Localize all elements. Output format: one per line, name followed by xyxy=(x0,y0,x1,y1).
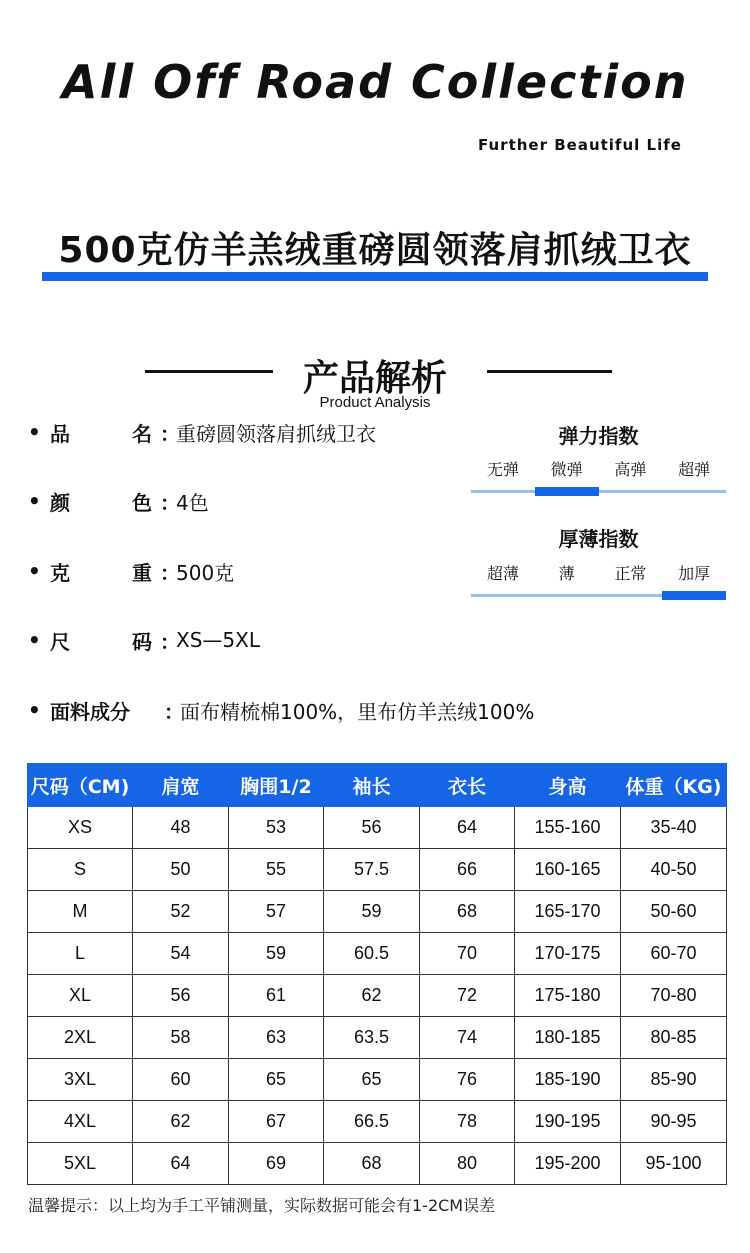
spec-key-char: 尺 xyxy=(50,629,70,654)
elasticity-levels xyxy=(471,457,726,480)
spec-key xyxy=(50,418,160,447)
table-cell: 63.5 xyxy=(324,1017,420,1059)
size-table-header-cell: 衣长 xyxy=(420,764,515,807)
table-cell: 52 xyxy=(133,891,229,933)
table-cell: 55 xyxy=(229,849,324,891)
thickness-indicator xyxy=(662,591,726,600)
table-cell: 57 xyxy=(229,891,324,933)
table-cell: 180-185 xyxy=(515,1017,621,1059)
table-cell: 63 xyxy=(229,1017,324,1059)
table-cell: 68 xyxy=(420,891,515,933)
thickness-title: 厚薄指数 xyxy=(558,527,639,551)
title-underline xyxy=(42,272,708,281)
size-table-header-cell: 身高 xyxy=(515,764,621,807)
table-cell: 50 xyxy=(133,849,229,891)
spec-row-size xyxy=(28,622,260,658)
spec-value: 500克 xyxy=(176,560,235,585)
spec-row-color xyxy=(28,483,209,519)
table-cell: 2XL xyxy=(28,1017,133,1059)
table-cell: 53 xyxy=(229,807,324,849)
table-cell: 60 xyxy=(133,1059,229,1101)
spec-key xyxy=(50,487,160,516)
brand-title: All Off Road Collection xyxy=(62,55,689,109)
table-row xyxy=(28,933,727,975)
table-cell: 76 xyxy=(420,1059,515,1101)
elasticity-indicator xyxy=(535,487,599,496)
bullet: • xyxy=(28,628,41,652)
elasticity-level: 高弹 xyxy=(614,460,647,479)
table-cell: 160-165 xyxy=(515,849,621,891)
spec-key-char: 品 xyxy=(50,421,70,446)
table-cell: 95-100 xyxy=(621,1143,727,1185)
spec-separator: ： xyxy=(160,629,180,654)
table-cell: 185-190 xyxy=(515,1059,621,1101)
brand-slogan: Further Beautiful Life xyxy=(478,136,682,154)
spec-value: XS—5XL xyxy=(176,628,260,652)
size-table-header-cell: 袖长 xyxy=(324,764,420,807)
table-cell: XS xyxy=(28,807,133,849)
elasticity-title: 弹力指数 xyxy=(558,424,639,448)
table-cell: 74 xyxy=(420,1017,515,1059)
size-table xyxy=(27,763,727,1185)
size-table-header-row xyxy=(28,764,727,807)
table-cell: 54 xyxy=(133,933,229,975)
table-cell: 170-175 xyxy=(515,933,621,975)
size-table-header-cell: 尺码（CM) xyxy=(28,764,133,807)
table-cell: 58 xyxy=(133,1017,229,1059)
table-cell: 90-95 xyxy=(621,1101,727,1143)
table-cell: 70-80 xyxy=(621,975,727,1017)
table-row xyxy=(28,975,727,1017)
table-cell: 78 xyxy=(420,1101,515,1143)
table-cell: 68 xyxy=(324,1143,420,1185)
table-cell: 35-40 xyxy=(621,807,727,849)
section-subtitle: Product Analysis xyxy=(319,394,431,411)
spec-key xyxy=(50,626,160,655)
thickness-track xyxy=(471,594,726,597)
spec-separator: ： xyxy=(160,421,180,446)
size-table-header-cell: 肩宽 xyxy=(133,764,229,807)
table-cell: 3XL xyxy=(28,1059,133,1101)
spec-separator: ： xyxy=(160,490,180,515)
table-cell: 60.5 xyxy=(324,933,420,975)
elasticity-level: 微弹 xyxy=(550,460,583,479)
table-cell: 175-180 xyxy=(515,975,621,1017)
table-cell: 61 xyxy=(229,975,324,1017)
bullet: • xyxy=(28,559,41,583)
footnote: 温馨提示：以上均为手工平铺测量，实际数据可能会有1-2CM误差 xyxy=(28,1196,496,1215)
spec-separator: ： xyxy=(164,699,184,724)
table-cell: 62 xyxy=(133,1101,229,1143)
table-row xyxy=(28,849,727,891)
table-cell: 59 xyxy=(324,891,420,933)
table-cell: 80-85 xyxy=(621,1017,727,1059)
thickness-level: 加厚 xyxy=(678,564,711,583)
table-row xyxy=(28,891,727,933)
table-cell: XL xyxy=(28,975,133,1017)
table-cell: 59 xyxy=(229,933,324,975)
spec-key xyxy=(50,557,160,586)
spec-value: 面布精梳棉100%，里布仿羊羔绒100% xyxy=(180,699,535,724)
table-cell: 56 xyxy=(133,975,229,1017)
elasticity-track xyxy=(471,490,726,493)
spec-key-char: 重 xyxy=(132,560,152,585)
bullet: • xyxy=(28,420,41,444)
bullet: • xyxy=(28,698,41,722)
table-cell: 66 xyxy=(420,849,515,891)
table-cell: L xyxy=(28,933,133,975)
table-row xyxy=(28,807,727,849)
table-cell: 5XL xyxy=(28,1143,133,1185)
table-cell: 72 xyxy=(420,975,515,1017)
elasticity-level: 超弹 xyxy=(678,460,711,479)
spec-key-char: 颜 xyxy=(50,490,70,515)
table-cell: 67 xyxy=(229,1101,324,1143)
spec-row-name xyxy=(28,414,376,450)
table-cell: 85-90 xyxy=(621,1059,727,1101)
table-cell: 66.5 xyxy=(324,1101,420,1143)
table-cell: 56 xyxy=(324,807,420,849)
table-cell: 60-70 xyxy=(621,933,727,975)
spec-key-char: 码 xyxy=(132,629,152,654)
bullet: • xyxy=(28,489,41,513)
table-cell: 195-200 xyxy=(515,1143,621,1185)
table-cell: 57.5 xyxy=(324,849,420,891)
table-cell: 69 xyxy=(229,1143,324,1185)
table-cell: 64 xyxy=(133,1143,229,1185)
thickness-level: 薄 xyxy=(558,564,575,583)
thickness-level: 正常 xyxy=(614,564,647,583)
spec-key-char: 名 xyxy=(132,421,152,446)
table-cell: 62 xyxy=(324,975,420,1017)
table-row xyxy=(28,1101,727,1143)
table-cell: 40-50 xyxy=(621,849,727,891)
thickness-level: 超薄 xyxy=(486,564,519,583)
table-cell: 50-60 xyxy=(621,891,727,933)
table-cell: 165-170 xyxy=(515,891,621,933)
table-cell: 70 xyxy=(420,933,515,975)
table-cell: S xyxy=(28,849,133,891)
size-table-header-cell: 胸围1/2 xyxy=(229,764,324,807)
table-cell: 190-195 xyxy=(515,1101,621,1143)
table-row xyxy=(28,1143,727,1185)
spec-separator: ： xyxy=(160,560,180,585)
table-cell: 65 xyxy=(324,1059,420,1101)
thickness-levels xyxy=(471,561,726,584)
table-cell: 155-160 xyxy=(515,807,621,849)
table-row xyxy=(28,1059,727,1101)
spec-row-material xyxy=(28,692,534,728)
spec-row-weight xyxy=(28,553,234,589)
size-table-header-cell: 体重（KG) xyxy=(621,764,727,807)
table-cell: 65 xyxy=(229,1059,324,1101)
spec-key-char: 色 xyxy=(132,490,152,515)
table-cell: 80 xyxy=(420,1143,515,1185)
section-title: 产品解析 xyxy=(302,358,447,399)
table-cell: 4XL xyxy=(28,1101,133,1143)
spec-value: 4色 xyxy=(176,490,209,515)
table-cell: 48 xyxy=(133,807,229,849)
elasticity-level: 无弹 xyxy=(486,460,519,479)
spec-key-char: 克 xyxy=(50,560,70,585)
table-cell: M xyxy=(28,891,133,933)
product-title: 500克仿羊羔绒重磅圆领落肩抓绒卫衣 xyxy=(58,230,692,271)
spec-key: 面料成分 xyxy=(50,699,130,724)
table-row xyxy=(28,1017,727,1059)
table-cell: 64 xyxy=(420,807,515,849)
spec-value: 重磅圆领落肩抓绒卫衣 xyxy=(176,421,376,446)
